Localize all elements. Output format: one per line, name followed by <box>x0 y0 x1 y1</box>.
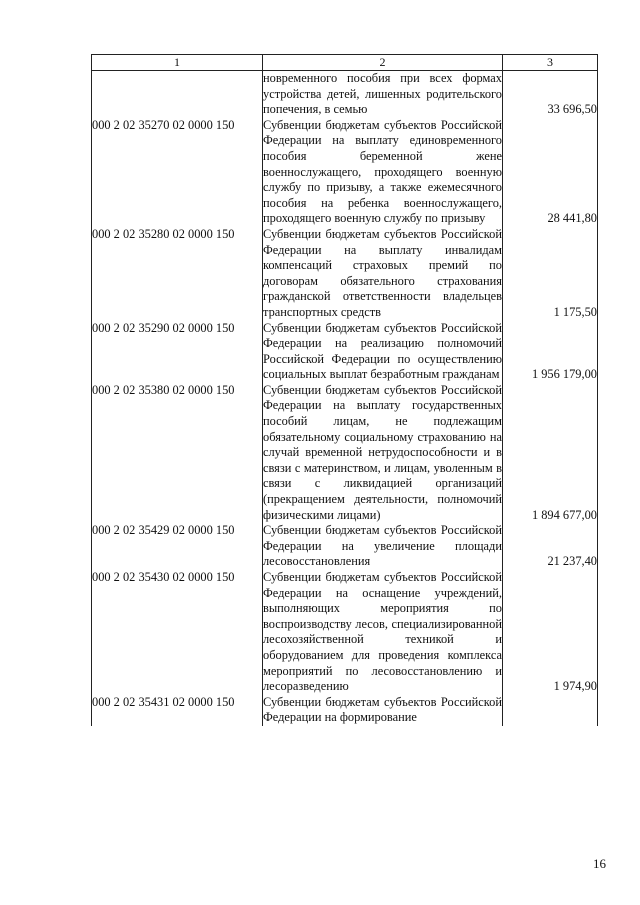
row-amount: 1 974,90 <box>503 570 598 695</box>
budget-code: 000 2 02 35380 02 0000 150 <box>92 383 263 523</box>
row-description: новременного пособия при всех формах устройства детей, лишенных родительского попечения, в семью <box>263 71 502 117</box>
table-row <box>92 383 598 523</box>
page-number: 16 <box>593 856 606 871</box>
row-description: Субвенции бюджетам субъектов Российской Федерации на увеличение площади лесовосстановления <box>263 523 502 569</box>
table-header-row <box>92 55 598 71</box>
row-description: Субвенции бюджетам субъектов Российской Федерации на выплату единовременного пособия беременной жене военнослужащего, проходящего военную службу по призыву, а также ежемесячного пособия на ребенка военнослужащего, проходящего военную службу по призыву <box>263 117 502 226</box>
budget-code: 000 2 02 35431 02 0000 150 <box>92 695 263 726</box>
table-row <box>92 227 598 321</box>
row-description: Субвенции бюджетам субъектов Российской Федерации на оснащение учреждений, выполняющих мероприятия по воспроизводству лесов, специализированной лесохозяйственной техникой и оборудованием для проведения комплекса мероприятий по лесовосстановлению и лесоразведению <box>263 570 502 694</box>
table-row <box>92 71 598 118</box>
table-row <box>92 321 598 383</box>
row-description: Субвенции бюджетам субъектов Российской Федерации на выплату инвалидам компенсаций страховых премий по договорам обязательного страхования гражданской ответственности владельцев транспортных средств <box>263 226 502 319</box>
row-description: Субвенции бюджетам субъектов Российской Федерации на формирование <box>263 694 502 725</box>
row-description: Субвенции бюджетам субъектов Российской Федерации на реализацию полномочий Российской Федерации по осуществлению социальных выплат безработным гражданам <box>263 320 502 382</box>
row-amount: 1 956 179,00 <box>503 321 598 383</box>
budget-code <box>92 71 263 118</box>
table-row <box>92 118 598 227</box>
row-description: Субвенции бюджетам субъектов Российской Федерации на выплату государственных пособий лицам, не подлежащим обязательному социальному страхованию на случай временной нетрудоспособности и в связи с материнством, и лицам, уволенным в связи с ликвидацией организаций (прекращением деятельности, полномочий физическими лицами) <box>263 382 502 522</box>
row-amount: 1 894 677,00 <box>503 383 598 523</box>
table-row <box>92 523 598 570</box>
budget-code: 000 2 02 35280 02 0000 150 <box>92 227 263 321</box>
budget-table <box>91 54 598 726</box>
row-amount: 21 237,40 <box>503 523 598 570</box>
column-header-3: 3 <box>503 55 598 71</box>
table-row <box>92 570 598 695</box>
row-amount: 28 441,80 <box>503 118 598 227</box>
table-row <box>92 695 598 726</box>
budget-code: 000 2 02 35430 02 0000 150 <box>92 570 263 695</box>
budget-code: 000 2 02 35429 02 0000 150 <box>92 523 263 570</box>
row-amount: 1 175,50 <box>503 227 598 321</box>
column-header-2: 2 <box>263 55 503 71</box>
row-amount: 33 696,50 <box>503 71 598 118</box>
budget-code: 000 2 02 35270 02 0000 150 <box>92 118 263 227</box>
column-header-1: 1 <box>92 55 263 71</box>
row-amount <box>503 695 598 726</box>
budget-code: 000 2 02 35290 02 0000 150 <box>92 321 263 383</box>
